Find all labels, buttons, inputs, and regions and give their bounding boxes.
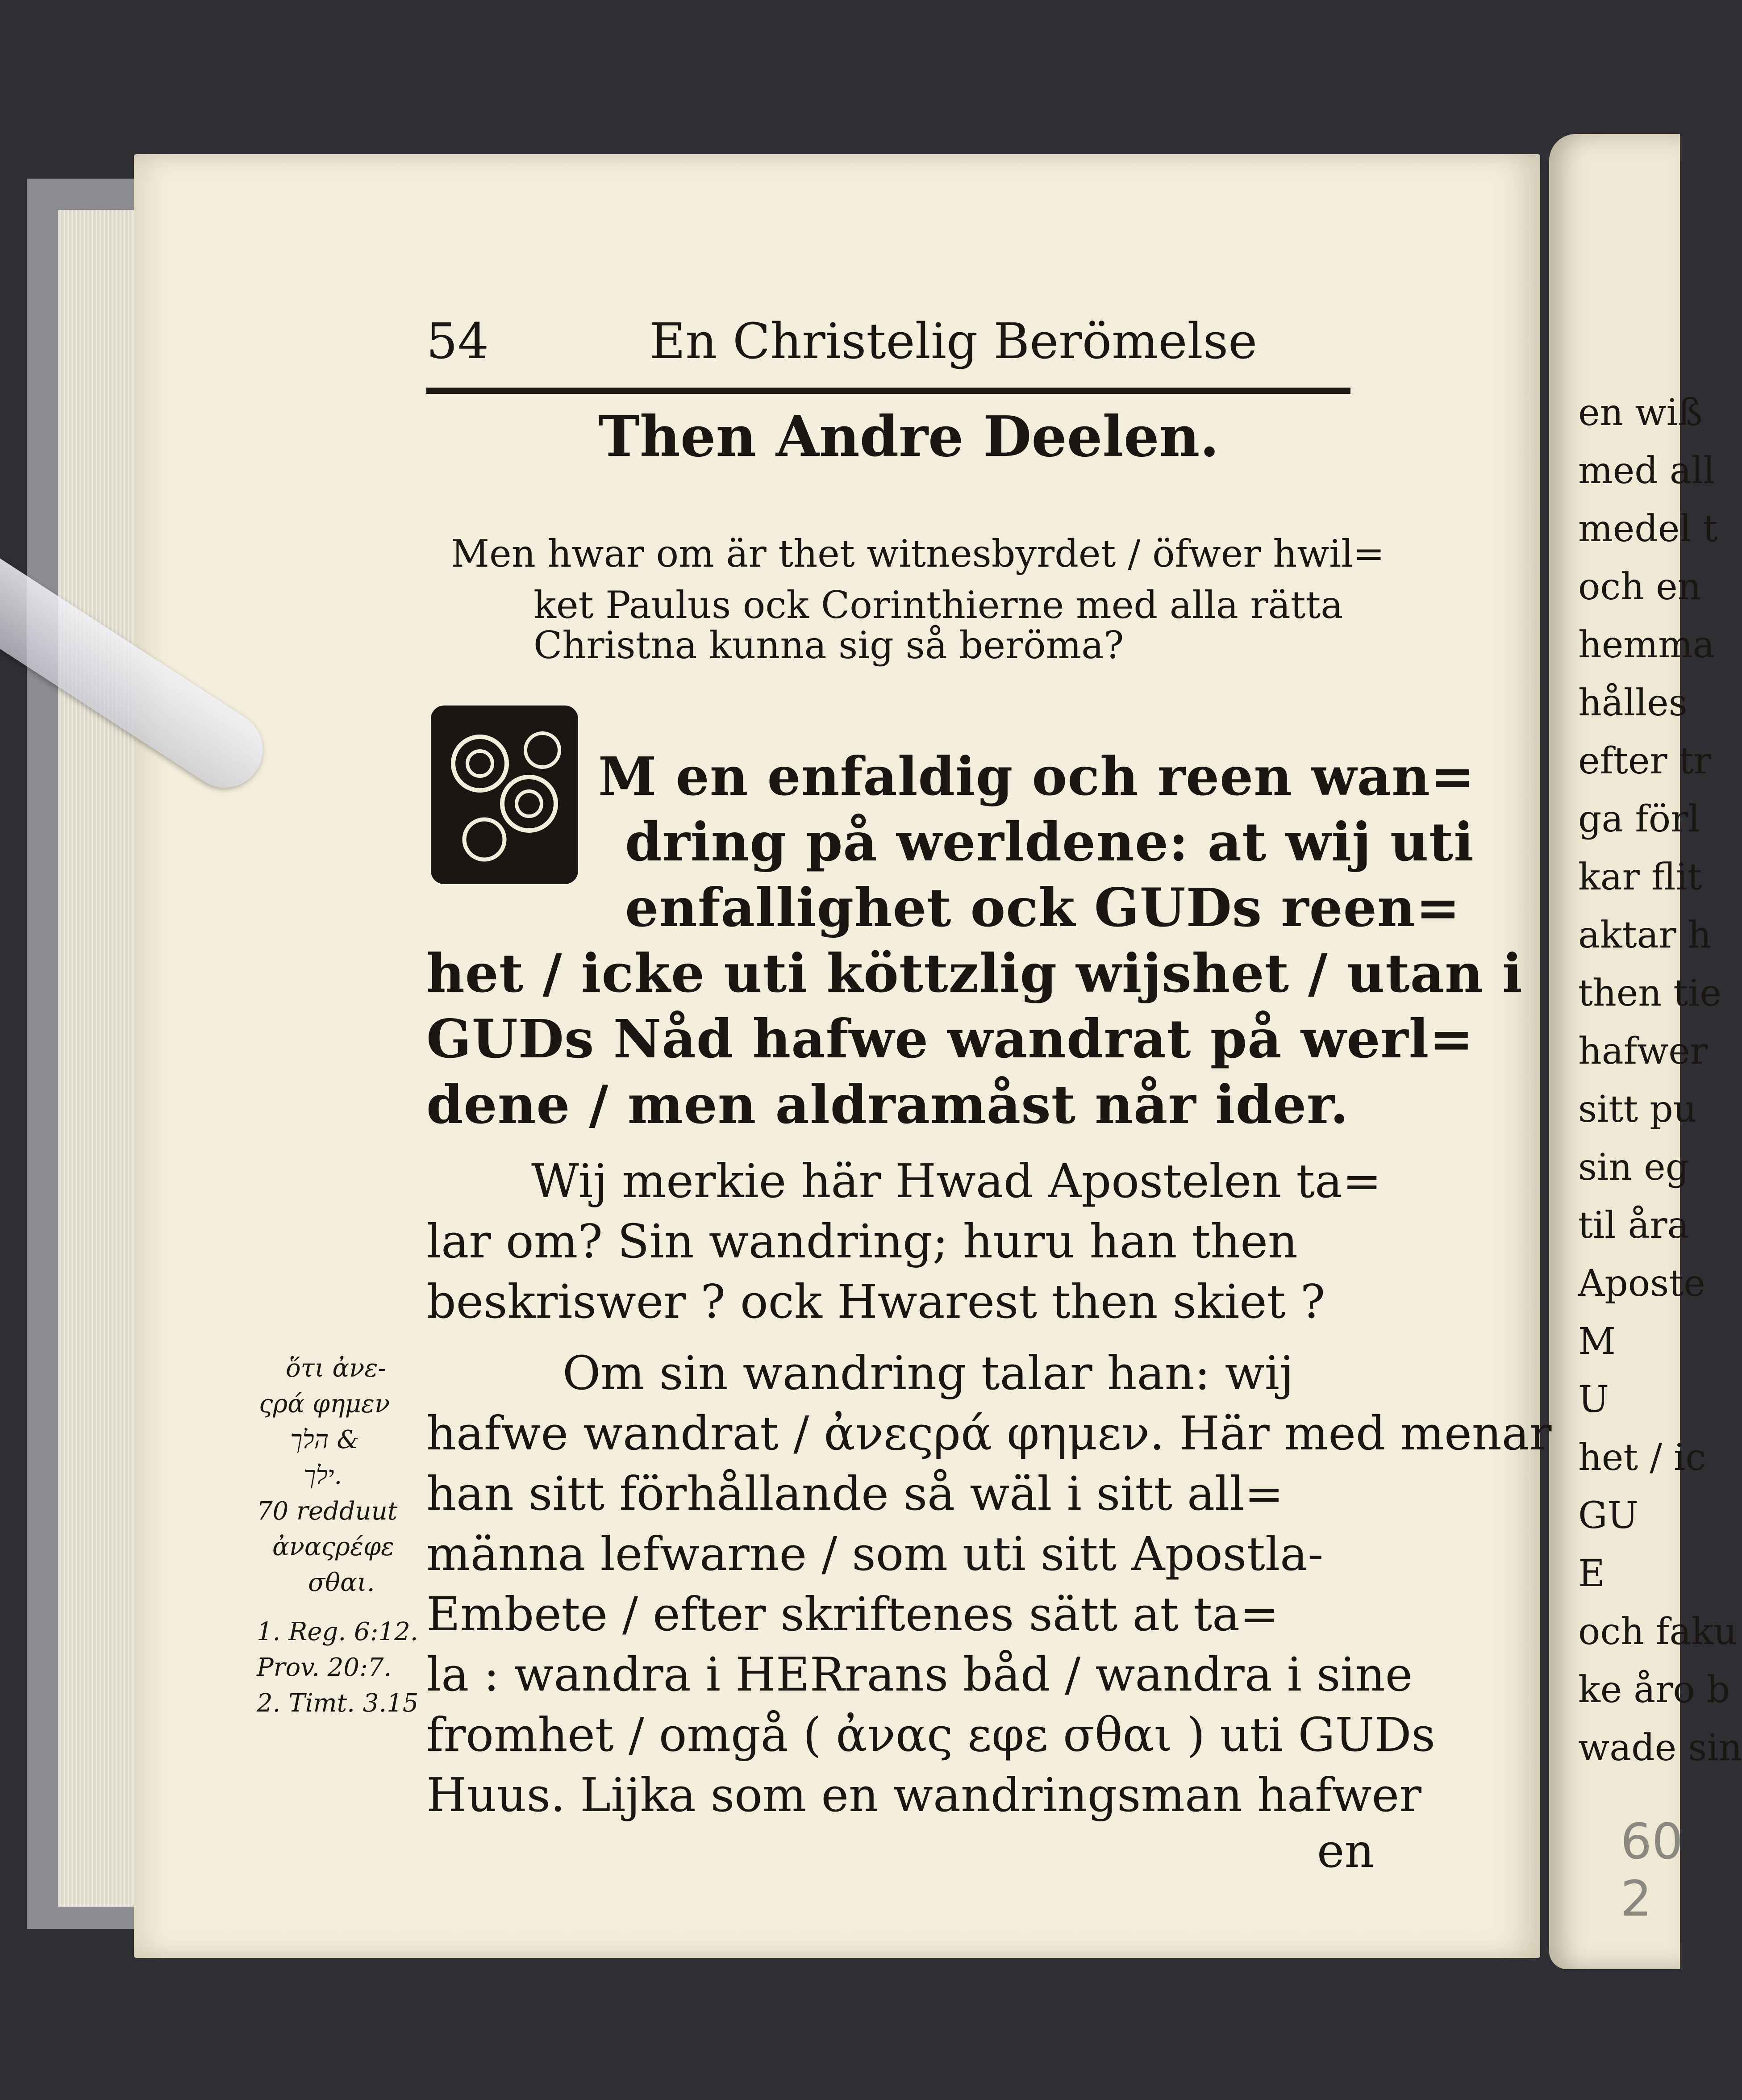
facing-page-line: och faku	[1578, 1611, 1737, 1653]
margin-note: ςρά φημεν	[259, 1390, 390, 1419]
facing-page-line: hafwer	[1578, 1030, 1708, 1073]
facing-page-line: Aposte	[1578, 1262, 1705, 1305]
header-rule	[426, 388, 1350, 394]
text-line: Embete / efter skriftenes sätt at ta=	[426, 1587, 1279, 1641]
margin-note: ὅτι ἀνε-	[286, 1354, 387, 1383]
question-line: Christna kunna sig så beröma?	[533, 623, 1124, 667]
question-line: ket Paulus ock Corinthierne med alla rätta	[533, 583, 1343, 627]
text-line: han sitt förhållande så wäl i sitt all=	[426, 1466, 1284, 1521]
catchword: en	[1317, 1824, 1375, 1878]
margin-note: הלך &	[290, 1425, 359, 1454]
facing-page-line: kar flit	[1578, 856, 1702, 898]
facing-page-line: medel t	[1578, 508, 1718, 550]
text-line: hafwe wandrat / ἀνεςρά φημεν. Här med menar	[426, 1406, 1552, 1461]
text-line: dring på werldene: at wij uti	[625, 811, 1475, 873]
text-line: Huus. Lijka som en wandringsman hafwer	[426, 1768, 1421, 1822]
pencil-mark: 60 2	[1621, 1813, 1683, 1927]
page-number: 54	[426, 313, 489, 370]
text-line: M en enfaldig och reen wan=	[598, 745, 1475, 807]
text-line: beskriswer ? ock Hwarest then skiet ?	[426, 1274, 1325, 1329]
facing-page-line: hålles	[1578, 682, 1688, 724]
margin-note: ἀναςρέφε	[272, 1532, 395, 1561]
facing-page-line: M	[1578, 1320, 1616, 1363]
margin-note: 1. Reg. 6:12.	[257, 1617, 418, 1646]
text-line: Om sin wandring talar han: wij	[563, 1346, 1294, 1400]
facing-page-line: sin eg	[1578, 1146, 1689, 1189]
facing-page-line: en wiß	[1578, 392, 1703, 434]
margin-note: 70 redduut	[257, 1497, 398, 1526]
facing-page-line: ke åro b	[1578, 1669, 1730, 1711]
text-line: GUDs Nåd hafwe wandrat på werl=	[426, 1008, 1474, 1070]
running-title: En Christelig Berömelse	[650, 313, 1258, 370]
text-line: enfallighet ock GUDs reen=	[625, 877, 1461, 939]
facing-page-line: sitt pu	[1578, 1088, 1697, 1131]
page-edges	[58, 210, 134, 1907]
facing-page-line: med all	[1578, 450, 1715, 492]
section-title: Then Andre Deelen.	[598, 404, 1219, 469]
facing-page-line: ga förl	[1578, 798, 1700, 840]
drop-cap-letter	[426, 701, 583, 889]
facing-page-line: hemma	[1578, 624, 1715, 666]
facing-page-line: then tie	[1578, 972, 1721, 1015]
facing-page-line: E	[1578, 1553, 1605, 1595]
text-line: dene / men aldramåst når ider.	[426, 1073, 1349, 1136]
facing-page-line: aktar h	[1578, 914, 1712, 956]
margin-note: Prov. 20:7.	[257, 1653, 392, 1682]
text-line: lar om? Sin wandring; huru han then	[426, 1214, 1298, 1269]
facing-page-line: til åra	[1578, 1204, 1689, 1247]
question-line: Men hwar om är thet witnesbyrdet / öfwer hwil=	[451, 532, 1385, 576]
facing-page-line: wade sin	[1578, 1727, 1742, 1769]
text-line: männa lefwarne / som uti sitt Apostla-	[426, 1527, 1324, 1581]
facing-page-line: och en	[1578, 566, 1701, 608]
facing-page-line: U	[1578, 1378, 1609, 1421]
facing-page-line: efter tr	[1578, 740, 1711, 782]
margin-note: σθαι.	[308, 1568, 375, 1597]
text-line: het / icke uti köttzlig wijshet / utan i	[426, 942, 1523, 1004]
text-line: la : wandra i HERrans båd / wandra i sine	[426, 1647, 1413, 1702]
facing-page-line: het / ic	[1578, 1436, 1706, 1479]
text-line: Wij merkie här Hwad Apostelen ta=	[531, 1154, 1382, 1208]
text-line: fromhet / omgå ( ἀνας εφε σθαι ) uti GUDs	[426, 1708, 1435, 1762]
margin-note: 2. Timt. 3.15	[257, 1689, 419, 1718]
facing-page-line: GU	[1578, 1495, 1638, 1537]
margin-note: ילך.	[304, 1461, 342, 1490]
